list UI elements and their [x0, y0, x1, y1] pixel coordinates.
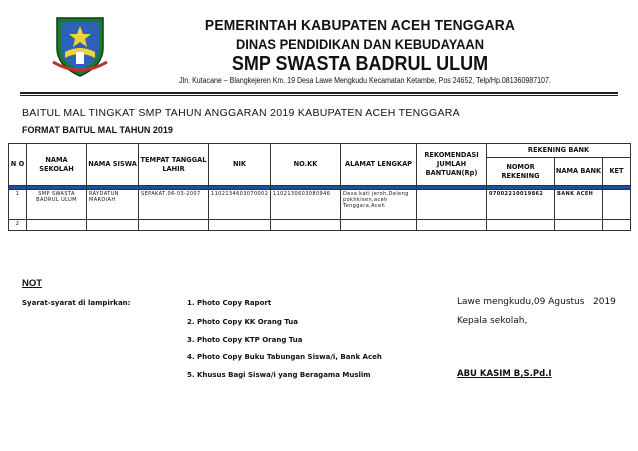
requirement-item: 4. Photo Copy Buku Tabungan Siswa/i, Bank Aceh — [187, 353, 382, 361]
header-tempat-tanggal-lahir: TEMPAT TANGGAL LAHIR — [139, 144, 209, 186]
requirement-item: 5. Khusus Bagi Siswa/i yang Beragama Muslim — [187, 371, 371, 379]
cell-ttl — [139, 220, 209, 231]
cell-nik — [209, 220, 271, 231]
cell-alamat: Desa kati jeroh,Deleng pokhkisen,aceh Tenggara,Aceh — [341, 190, 417, 220]
cell-nik: 1102134603070002 — [209, 190, 271, 220]
notes-heading: NOT — [22, 278, 43, 289]
cell-nama-sekolah — [27, 220, 87, 231]
letterhead-address: Jln. Kutacane – Blangkejeren Km. 19 Desa Lawe Mengkudu Kecamatan Ketambe, Pos 24652, Telp/Hp.081360987107. — [179, 76, 551, 85]
signature-name: ABU KASIM B,S.Pd.I — [457, 369, 552, 379]
header-nokk: NO.KK — [271, 144, 341, 186]
signature-role: Kepala sekolah, — [457, 316, 528, 326]
header-nomor-rekening: NOMOR REKENING — [487, 158, 555, 186]
cell-nama-sekolah: SMP SWASTA BADRUL ULUM — [27, 190, 87, 220]
cell-no: 2 — [9, 220, 27, 231]
requirement-item: 1. Photo Copy Raport — [187, 299, 272, 307]
signature-place-date: Lawe mengkudu,09 Agustus 2019 — [457, 297, 616, 307]
cell-nama-siswa: RAYDATUN MARDIAH — [87, 190, 139, 220]
header-nama-siswa: NAMA SISWA — [87, 144, 139, 186]
header-rekening-bank: REKENING BANK — [487, 144, 631, 158]
letterhead-government: PEMERINTAH KABUPATEN ACEH TENGGARA — [204, 17, 516, 34]
cell-ket — [603, 190, 631, 220]
cell-rekomendasi — [417, 220, 487, 231]
table-row — [9, 190, 631, 220]
letterhead-divider — [20, 92, 618, 94]
header-nama-sekolah: NAMA SEKOLAH — [27, 144, 87, 186]
header-nama-bank: NAMA BANK — [555, 158, 603, 186]
cell-ket — [603, 220, 631, 231]
requirement-item: 2. Photo Copy KK Orang Tua — [187, 318, 298, 326]
letterhead-divider-thin — [20, 95, 618, 96]
cell-nama-bank: BANK ACEH — [555, 190, 603, 220]
cell-rekomendasi — [417, 190, 487, 220]
cell-nomor-rekening: 07002210019862 — [487, 190, 555, 220]
cell-ttl: SEPAKAT,06-03-2007 — [139, 190, 209, 220]
requirement-item: 3. Photo Copy KTP Orang Tua — [187, 336, 303, 344]
cell-alamat — [341, 220, 417, 231]
requirements-label: Syarat-syarat di lampirkan: — [22, 299, 131, 307]
table-row — [9, 220, 631, 231]
header-ket: KET — [603, 158, 631, 186]
letterhead-department: DINAS PENDIDIKAN DAN KEBUDAYAAN — [235, 36, 485, 52]
cell-no: 1 — [9, 190, 27, 220]
header-no: N O — [9, 144, 27, 186]
header-alamat: ALAMAT LENGKAP — [341, 144, 417, 186]
student-data-table — [8, 143, 631, 231]
cell-nama-siswa — [87, 220, 139, 231]
header-nik: NIK — [209, 144, 271, 186]
cell-nomor-rekening — [487, 220, 555, 231]
document-title: BAITUL MAL TINGKAT SMP TAHUN ANGGARAN 2019 KABUPATEN ACEH TENGGARA — [22, 107, 460, 119]
cell-nama-bank — [555, 220, 603, 231]
letterhead-school-name: SMP SWASTA BADRUL ULUM — [231, 53, 489, 75]
cell-nokk — [271, 220, 341, 231]
cell-nokk: 1102130603080946 — [271, 190, 341, 220]
regency-emblem-logo — [47, 14, 113, 78]
header-rekomendasi: REKOMENDASI JUMLAH BANTUAN(Rp) — [417, 144, 487, 186]
format-title: FORMAT BAITUL MAL TAHUN 2019 — [22, 125, 173, 135]
